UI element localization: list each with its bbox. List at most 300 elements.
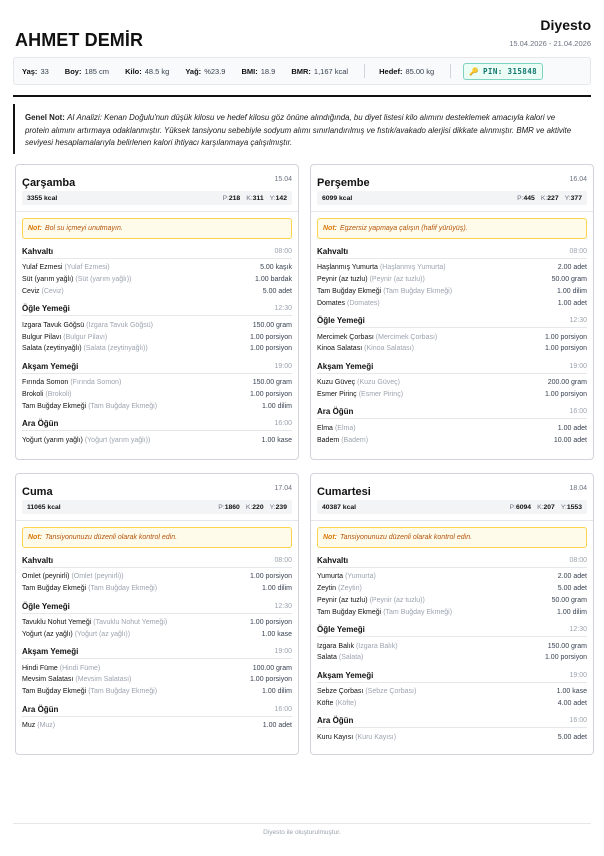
meal-name: Öğle Yemeği: [317, 316, 365, 326]
meal-time: 19:00: [569, 671, 587, 679]
day-kcal: 6099 kcal: [322, 194, 353, 202]
footer-divider: [13, 823, 591, 824]
food-name: Zeytin: [317, 585, 337, 593]
food-quantity: 1.00 porsiyon: [544, 654, 587, 662]
day-name: Cuma: [22, 486, 53, 498]
food-quantity: 1.00 bardak: [255, 276, 292, 284]
day-header: [311, 165, 593, 187]
food-alternative: (Peynir (az tuzlu)): [369, 276, 425, 284]
food-quantity: 150.00 gram: [252, 379, 292, 387]
food-label: [317, 345, 414, 352]
day-date: 15.04: [274, 176, 292, 183]
food-alternative: (Domates): [347, 299, 380, 307]
food-alternative: (Yumurta): [345, 573, 376, 581]
day-note-label: Not:: [323, 225, 337, 232]
meal-time: 08:00: [274, 248, 292, 255]
food-alternative: (Köfte): [335, 699, 357, 707]
food-quantity: 4.00 adet: [557, 699, 587, 707]
key-icon: 🔑: [469, 66, 479, 76]
day-card: [310, 164, 594, 460]
meal-name: Akşam Yemeği: [22, 647, 79, 657]
general-note-label: Genel Not:: [25, 113, 65, 122]
meal-name: Öğle Yemeği: [22, 601, 70, 611]
food-label: [317, 654, 363, 661]
patient-stats-bar: [13, 57, 591, 85]
meal-time: 12:30: [569, 626, 587, 634]
meal-time: 19:00: [274, 362, 292, 370]
day-date: 18.04: [569, 485, 587, 492]
day-body: [16, 520, 298, 735]
food-name: Kuru Kayısı: [317, 733, 354, 741]
meal-section: [317, 314, 587, 355]
food-item: [22, 377, 292, 389]
meal-header: [22, 703, 292, 717]
meal-name: Kahvaltı: [22, 247, 54, 256]
stat-fat-label: Yağ:: [185, 66, 202, 76]
stat-height: [65, 67, 109, 76]
meal-time: 12:30: [569, 317, 587, 325]
food-quantity: 1.00 dilim: [557, 608, 587, 616]
food-alternative: (Bulgur Pilavı): [63, 333, 108, 341]
date-range: 15.04.2026 - 21.04.2026: [509, 39, 591, 48]
food-quantity: 2.00 adet: [557, 264, 587, 272]
meal-name: Akşam Yemeği: [317, 670, 374, 680]
food-alternative: (Tavuklu Nohut Yemeği): [93, 618, 168, 626]
macro-values: P:6094 K:207 Y:1553: [509, 503, 582, 511]
food-label: [22, 619, 167, 626]
food-item: [317, 422, 587, 434]
food-name: Kinoa Salatası: [317, 345, 363, 353]
day-header: [311, 474, 593, 496]
meal-time: 16:00: [569, 408, 587, 416]
food-name: Omlet (peynirli): [22, 573, 70, 581]
food-alternative: (Haşlanmış Yumurta): [379, 264, 446, 272]
meal-header: [22, 600, 292, 614]
food-item: [317, 698, 587, 710]
stat-height-value: 185 cm: [84, 66, 110, 76]
meal-name: Ara Öğün: [22, 704, 59, 714]
food-item: [317, 583, 587, 595]
meal-time: 12:30: [274, 602, 292, 610]
general-note: [13, 104, 591, 154]
food-item: [317, 595, 587, 607]
food-label: [317, 264, 446, 271]
food-label: [317, 425, 356, 432]
pin-code: PIN: 315848: [482, 66, 538, 76]
meal-name: Ara Öğün: [317, 716, 354, 726]
food-name: Tam Buğday Ekmeği: [317, 608, 382, 616]
food-item: [22, 617, 292, 629]
macro-summary: [317, 191, 587, 205]
food-item: [22, 583, 292, 595]
food-item: [317, 274, 587, 286]
stat-weight-label: Kilo:: [125, 66, 142, 76]
food-item: [317, 377, 587, 389]
food-item: [317, 297, 587, 309]
meal-section: [22, 645, 292, 697]
day-note-text: Egzersiz yapmaya çalışın (hafif yürüyüş).: [340, 225, 468, 232]
food-label: [317, 700, 356, 707]
food-name: Tam Buğday Ekmeği: [317, 287, 382, 295]
food-quantity: 5.00 adet: [262, 287, 292, 295]
meal-header: [22, 417, 292, 431]
food-quantity: 1.00 porsiyon: [249, 573, 292, 581]
meal-name: Kahvaltı: [317, 247, 349, 256]
day-note-label: Not:: [28, 225, 42, 232]
patient-name: AHMET DEMİR: [15, 30, 144, 50]
food-alternative: (Tam Buğday Ekmeği): [88, 402, 158, 410]
meal-section: [22, 417, 292, 446]
meal-name: Ara Öğün: [22, 419, 59, 429]
stat-weight: [125, 67, 169, 76]
food-quantity: 5.00 adet: [557, 585, 587, 593]
food-label: [22, 665, 100, 672]
meal-name: Ara Öğün: [317, 407, 354, 417]
pin-badge: [463, 63, 543, 80]
food-alternative: (Süt (yarım yağlı)): [75, 276, 132, 284]
food-item: [22, 571, 292, 583]
food-quantity: 1.00 adet: [262, 721, 292, 729]
food-name: Hindi Füme: [22, 664, 58, 672]
day-header: [16, 474, 298, 496]
carb-value: 227: [547, 194, 559, 202]
food-quantity: 1.00 dilim: [262, 688, 292, 696]
meal-time: 12:30: [274, 305, 292, 313]
food-alternative: (Zeytin): [338, 585, 362, 593]
meal-name: Kahvaltı: [317, 556, 349, 565]
food-item: [317, 731, 587, 743]
food-alternative: (Fırında Somon): [70, 379, 122, 387]
food-label: [317, 437, 368, 444]
food-alternative: (Tam Buğday Ekmeği): [383, 287, 453, 295]
meal-time: 08:00: [569, 557, 587, 564]
food-label: [317, 334, 437, 341]
food-item: [22, 628, 292, 640]
food-alternative: (Salata (zeytinyağlı)): [83, 345, 148, 353]
food-name: Salata (zeytinyağlı): [22, 345, 82, 353]
meal-section: [22, 703, 292, 732]
food-quantity: 50.00 gram: [551, 596, 587, 604]
food-alternative: (Muz): [37, 721, 56, 729]
food-quantity: 1.00 porsiyon: [544, 345, 587, 353]
food-quantity: 150.00 gram: [252, 321, 292, 329]
food-quantity: 1.00 dilim: [262, 585, 292, 593]
food-label: [317, 276, 425, 283]
food-item: [317, 286, 587, 298]
meal-name: Akşam Yemeği: [317, 361, 374, 371]
food-item: [22, 686, 292, 698]
food-item: [22, 319, 292, 331]
food-item: [317, 389, 587, 401]
day-card: [310, 473, 594, 755]
food-alternative: (Tam Buğday Ekmeği): [88, 585, 158, 593]
food-item: [317, 331, 587, 343]
food-quantity: 10.00 adet: [553, 436, 587, 444]
divider: [364, 64, 365, 78]
meal-section: [317, 714, 587, 743]
meal-section: [22, 554, 292, 595]
food-alternative: (Badem): [341, 436, 369, 444]
food-item: [22, 434, 292, 446]
meal-header: [22, 245, 292, 259]
food-label: [22, 334, 107, 341]
food-name: Tam Buğday Ekmeği: [22, 402, 87, 410]
food-quantity: 1.00 kase: [556, 688, 587, 696]
stat-target: [379, 67, 434, 76]
food-name: Peynir (az tuzlu): [317, 276, 368, 284]
food-item: [22, 674, 292, 686]
food-quantity: 50.00 gram: [551, 276, 587, 284]
food-alternative: (Kinoa Salatası): [364, 345, 414, 353]
stat-height-label: Boy:: [64, 66, 82, 76]
food-name: Izgara Balık: [317, 642, 354, 650]
stat-age-label: Yaş:: [22, 66, 38, 76]
food-quantity: 200.00 gram: [547, 379, 587, 387]
general-note-text: AI Analizi: Kenan Doğulu'nun düşük kilosu ve hedef kilosu göz önüne alındığında, bu diyet listesi kilo alımını desteklemek amacıyla kalori ve protein alımını artırmaya odaklanmıştır. Yüksek tansiyonu sebebiyle sodyum alımı sınırlandırılmış ve fıstık/avakado alerjisi dikkate alınmıştır. BMR ve aktivite seviyesi hesaplamalarıyla belirlenen kalori ihtiyacı karşılanmaya çalışılmıştır.: [25, 113, 572, 147]
day-note: [317, 218, 587, 239]
food-alternative: (Ceviz): [41, 287, 64, 295]
food-name: Tavuklu Nohut Yemeği: [22, 618, 92, 626]
food-alternative: (Brokoli): [45, 390, 72, 398]
stat-target-value: 85.00 kg: [405, 66, 435, 76]
food-name: Salata: [317, 654, 337, 662]
stat-bmr: [291, 67, 348, 76]
meal-header: [22, 302, 292, 316]
food-quantity: 150.00 gram: [547, 642, 587, 650]
day-note-label: Not:: [323, 534, 337, 541]
day-header: [16, 165, 298, 187]
food-quantity: 1.00 porsiyon: [249, 345, 292, 353]
food-alternative: (Salata): [338, 654, 364, 662]
food-quantity: 5.00 kaşık: [260, 264, 292, 272]
food-label: [317, 609, 452, 616]
food-name: Tam Buğday Ekmeği: [22, 585, 87, 593]
food-item: [317, 262, 587, 274]
food-alternative: (Hindi Füme): [59, 664, 101, 672]
brand-name: Diyesto: [540, 17, 591, 33]
food-item: [22, 400, 292, 412]
stat-weight-value: 48.5 kg: [144, 66, 170, 76]
meal-section: [317, 554, 587, 618]
food-label: [22, 573, 124, 580]
carb-value: 311: [252, 194, 264, 202]
fat-value: 1553: [566, 503, 582, 511]
day-body: [311, 520, 593, 747]
meal-section: [317, 405, 587, 446]
stat-bmi-value: 18.9: [260, 66, 276, 76]
food-label: [22, 403, 157, 410]
food-item: [22, 331, 292, 343]
food-label: [22, 391, 71, 398]
macro-summary: [317, 500, 587, 514]
food-label: [22, 585, 157, 592]
day-note: [22, 527, 292, 548]
food-quantity: 1.00 dilim: [262, 402, 292, 410]
stat-fat-value: %23.9: [204, 66, 226, 76]
food-quantity: 1.00 porsiyon: [249, 618, 292, 626]
day-note-text: Tansiyonunuzu düzenli olarak kontrol edin.: [340, 534, 473, 541]
food-alternative: (Yoğurt (az yağlı)): [74, 630, 131, 638]
food-label: [317, 573, 376, 580]
day-note-text: Tansiyonunuzu düzenli olarak kontrol edin.: [45, 534, 178, 541]
food-label: [317, 585, 362, 592]
food-label: [22, 676, 131, 683]
day-kcal: 11065 kcal: [27, 503, 61, 511]
macro-values: P:218 K:311 Y:142: [222, 194, 287, 202]
food-label: [22, 345, 148, 352]
food-name: Yoğurt (yarım yağlı): [22, 436, 83, 444]
food-name: Brokoli: [22, 390, 44, 398]
food-item: [317, 571, 587, 583]
fat-value: 239: [275, 503, 287, 511]
food-item: [317, 434, 587, 446]
meal-time: 08:00: [274, 557, 292, 564]
food-quantity: 1.00 kase: [261, 436, 292, 444]
food-label: [317, 288, 452, 295]
food-alternative: (Sebze Çorbası): [365, 688, 417, 696]
food-label: [22, 437, 150, 444]
meal-header: [317, 669, 587, 683]
food-item: [317, 640, 587, 652]
day-note-label: Not:: [28, 534, 42, 541]
food-quantity: 2.00 adet: [557, 573, 587, 581]
meal-section: [22, 600, 292, 641]
day-date: 17.04: [274, 485, 292, 492]
food-quantity: 1.00 porsiyon: [249, 390, 292, 398]
food-alternative: (Kuru Kayısı): [355, 733, 397, 741]
header-divider: [13, 95, 591, 97]
footer-text: Diyesto ile oluşturulmuştur.: [263, 829, 341, 836]
food-quantity: 1.00 porsiyon: [544, 390, 587, 398]
day-name: Perşembe: [317, 177, 370, 189]
food-item: [22, 720, 292, 732]
meal-name: Öğle Yemeği: [317, 625, 365, 635]
meal-time: 16:00: [274, 705, 292, 713]
food-alternative: (Mevsim Salatası): [75, 676, 132, 684]
food-item: [317, 686, 587, 698]
protein-value: 6094: [515, 503, 532, 511]
food-name: Süt (yarım yağlı): [22, 276, 74, 284]
meal-section: [22, 360, 292, 412]
food-label: [317, 643, 398, 650]
food-alternative: (Omlet (peynirli)): [71, 573, 124, 581]
food-alternative: (Peynir (az tuzlu)): [369, 596, 425, 604]
protein-value: 1860: [224, 503, 240, 511]
food-item: [22, 286, 292, 298]
food-name: Bulgur Pilavı: [22, 333, 62, 341]
meal-header: [22, 645, 292, 659]
day-body: [311, 211, 593, 450]
food-name: Mevsim Salatası: [22, 676, 74, 684]
day-kcal: 3355 kcal: [27, 194, 58, 202]
meal-header: [22, 554, 292, 568]
carb-value: 207: [543, 503, 555, 511]
meal-section: [22, 302, 292, 354]
food-label: [22, 379, 121, 386]
meal-header: [317, 623, 587, 637]
food-name: Esmer Pirinç: [317, 390, 357, 398]
meal-header: [317, 360, 587, 374]
stat-age-value: 33: [40, 66, 49, 76]
food-name: Izgara Tavuk Göğsü: [22, 321, 85, 329]
food-name: Badem: [317, 436, 340, 444]
food-alternative: (Mercimek Çorbası): [375, 333, 438, 341]
food-name: Köfte: [317, 699, 334, 707]
food-label: [22, 631, 130, 638]
stat-bmi: [241, 67, 275, 76]
stat-bmr-value: 1,167 kcal: [313, 66, 349, 76]
fat-value: 377: [570, 194, 582, 202]
meal-name: Kahvaltı: [22, 556, 54, 565]
food-label: [22, 322, 153, 329]
food-label: [22, 722, 55, 729]
protein-value: 218: [228, 194, 241, 202]
food-item: [317, 343, 587, 355]
meal-time: 16:00: [274, 420, 292, 428]
meal-time: 08:00: [569, 248, 587, 255]
meal-header: [22, 360, 292, 374]
meal-header: [317, 245, 587, 259]
stat-fat: [185, 67, 225, 76]
food-item: [317, 652, 587, 664]
food-label: [317, 734, 396, 741]
meal-header: [317, 554, 587, 568]
day-body: [16, 211, 298, 450]
macro-values: P:445 K:227 Y:377: [517, 194, 582, 202]
food-name: Mercimek Çorbası: [317, 333, 374, 341]
macro-summary: [22, 191, 292, 205]
meal-name: Öğle Yemeği: [22, 304, 70, 314]
stat-age: [22, 67, 49, 76]
meal-section: [317, 623, 587, 664]
food-item: [22, 343, 292, 355]
day-card: [15, 473, 299, 755]
meal-time: 19:00: [274, 648, 292, 656]
food-item: [22, 262, 292, 274]
food-name: Ceviz: [22, 287, 40, 295]
food-label: [317, 688, 416, 695]
food-name: Muz: [22, 721, 36, 729]
food-name: Yumurta: [317, 573, 344, 581]
carb-value: 220: [252, 503, 264, 511]
food-quantity: 5.00 adet: [557, 733, 587, 741]
day-name: Cumartesi: [317, 486, 371, 498]
stat-target-label: Hedef:: [379, 66, 403, 76]
protein-value: 445: [523, 194, 535, 202]
meal-time: 19:00: [569, 362, 587, 370]
stat-bmr-label: BMR:: [291, 66, 311, 76]
day-note: [22, 218, 292, 239]
food-label: [22, 264, 110, 271]
food-alternative: (Izgara Tavuk Göğsü): [86, 321, 153, 329]
food-label: [22, 288, 64, 295]
meal-header: [317, 714, 587, 728]
food-quantity: 1.00 dilim: [557, 287, 587, 295]
day-date: 16.04: [569, 176, 587, 183]
food-alternative: (Yoğurt (yarım yağlı)): [84, 436, 151, 444]
food-name: Fırında Somon: [22, 379, 69, 387]
food-quantity: 1.00 adet: [557, 424, 587, 432]
day-note-text: Bol su içmeyi unutmayın.: [45, 225, 123, 232]
meal-header: [317, 405, 587, 419]
food-item: [22, 274, 292, 286]
meal-header: [317, 314, 587, 328]
divider: [450, 64, 451, 78]
food-quantity: 100.00 gram: [252, 664, 292, 672]
stat-bmi-label: BMI:: [241, 66, 258, 76]
header: [13, 0, 591, 56]
food-alternative: (Yulaf Ezmesi): [64, 264, 110, 272]
